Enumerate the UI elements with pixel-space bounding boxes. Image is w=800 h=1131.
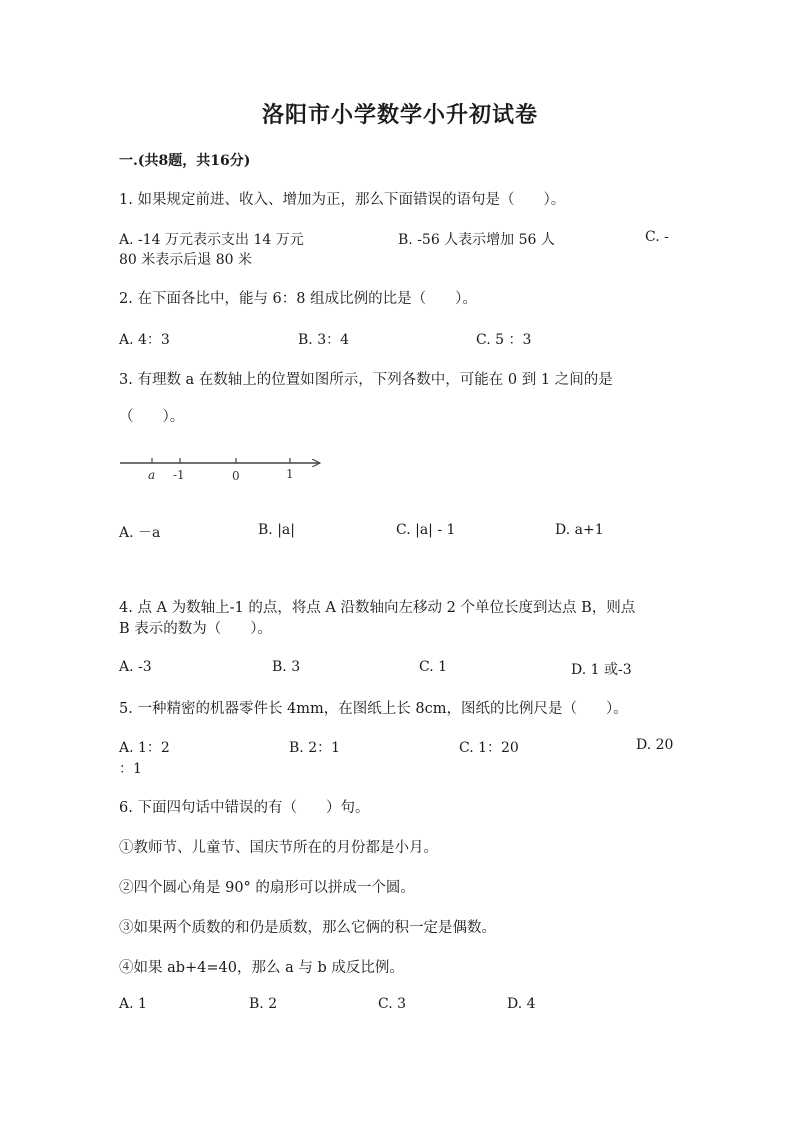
q4-stem: 4. 点 A 为数轴上-1 的点，将点 A 沿数轴向左移动 2 个单位长度到达点 B，则点 [119, 600, 636, 616]
q3-stem: 3. 有理数 a 在数轴上的位置如图所示，下列各数中，可能在 0 到 1 之间的是 [119, 372, 613, 388]
q3-option-d[interactable]: D. a+1 [555, 522, 604, 538]
q6-option-c[interactable]: C. 3 [378, 996, 407, 1012]
q6-option-a[interactable]: A. 1 [119, 996, 147, 1012]
q6-option-d[interactable]: D. 4 [507, 996, 536, 1012]
page-title: 洛阳市小学数学小升初试卷 [261, 102, 538, 128]
q3-stem-continued: （ ）。 [119, 409, 185, 425]
q1-option-a[interactable]: A. -14 万元表示支出 14 万元 [119, 232, 304, 248]
q3-option-a[interactable]: A. －a [119, 525, 161, 541]
axis-label-1: 1 [286, 467, 294, 481]
q2-option-c[interactable]: C. 5 ：3 [476, 332, 532, 348]
q5-option-a[interactable]: A. 1：2 [119, 740, 170, 756]
q3-option-b[interactable]: B. |a| [258, 522, 295, 538]
q5-option-d-continued: ：1 [119, 761, 142, 777]
q1-stem: 1. 如果规定前进、收入、增加为正，那么下面错误的语句是（ ）。 [119, 192, 566, 208]
q4-stem-continued: B 表示的数为（ ）。 [119, 621, 273, 637]
number-line-figure [118, 452, 328, 484]
q4-option-a[interactable]: A. -3 [119, 659, 152, 675]
q4-option-c[interactable]: C. 1 [419, 659, 448, 675]
q6-statement-3: ③如果两个质数的和仍是质数，那么它俩的积一定是偶数。 [119, 920, 496, 936]
axis-label-neg1: -1 [173, 468, 185, 482]
section-heading: 一.(共8题，共16分) [119, 153, 251, 169]
q6-statement-1: ①教师节、儿童节、国庆节所在的月份都是小月。 [119, 840, 438, 856]
axis-label-a: a [148, 468, 156, 482]
q4-option-d[interactable]: D. 1 或-3 [571, 662, 632, 678]
q6-stem: 6. 下面四句话中错误的有（ ）句。 [119, 800, 370, 816]
q2-option-b[interactable]: B. 3：4 [298, 332, 350, 348]
q5-option-b[interactable]: B. 2：1 [289, 740, 341, 756]
q2-option-a[interactable]: A. 4：3 [119, 332, 170, 348]
q1-option-c-continued: 80 米表示后退 80 米 [119, 252, 252, 268]
q5-option-d[interactable]: D. 20 [636, 737, 674, 753]
q6-statement-2: ②四个圆心角是 90° 的扇形可以拼成一个圆。 [119, 880, 415, 896]
q1-option-b[interactable]: B. -56 人表示增加 56 人 [398, 232, 555, 248]
q6-option-b[interactable]: B. 2 [249, 996, 278, 1012]
q6-statement-4: ④如果 ab+4=40，那么 a 与 b 成反比例。 [119, 960, 404, 976]
q4-option-b[interactable]: B. 3 [272, 659, 301, 675]
q5-option-c[interactable]: C. 1：20 [459, 740, 519, 756]
q1-option-c[interactable]: C. - [645, 229, 669, 245]
q2-stem: 2. 在下面各比中，能与 6：8 组成比例的比是（ ）。 [119, 291, 477, 307]
axis-label-0: 0 [232, 469, 240, 483]
q5-stem: 5. 一种精密的机器零件长 4mm，在图纸上长 8cm，图纸的比例尺是（ ）。 [119, 701, 628, 717]
q3-option-c[interactable]: C. |a| - 1 [396, 522, 456, 538]
